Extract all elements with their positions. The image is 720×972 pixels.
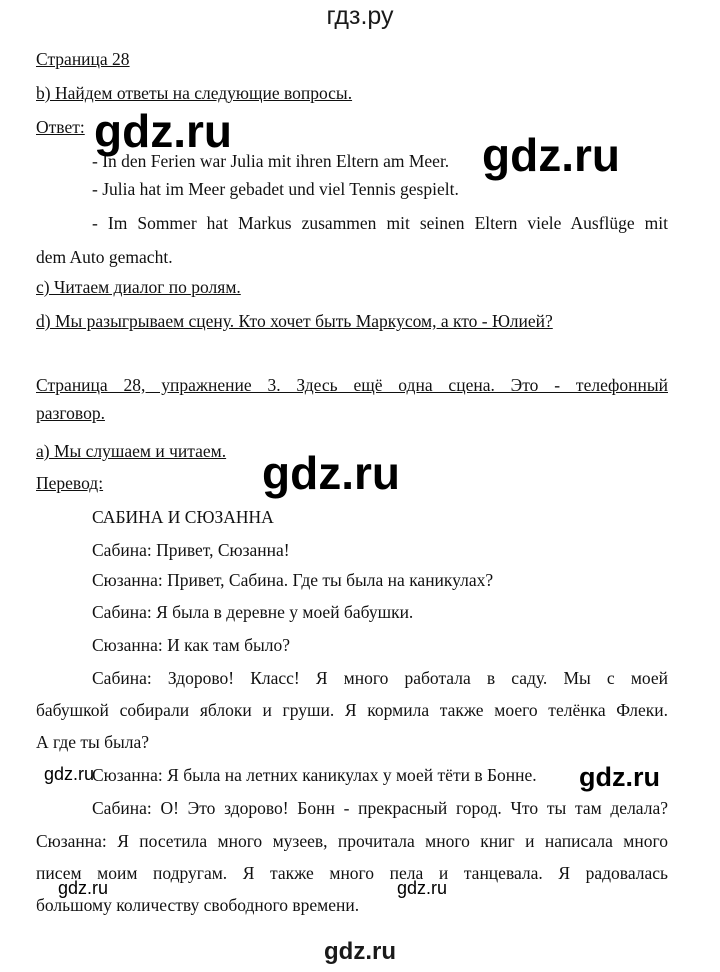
dialog-title: САБИНА И СЮЗАННА xyxy=(92,507,274,527)
task-d: d) Мы разыгрываем сцену. Кто хочет быть Маркусом, а кто - Юлией? xyxy=(36,311,553,331)
dialog-line: А где ты была? xyxy=(36,732,150,752)
page-heading: Страница 28 xyxy=(36,49,130,69)
answer-label: Ответ: xyxy=(36,117,85,137)
dialog-line: Сюзанна: Я была на летних каникулах у моей тёти в Бонне. xyxy=(92,765,537,785)
site-footer: gdz.ru xyxy=(324,938,396,965)
task-a: a) Мы слушаем и читаем. xyxy=(36,441,227,461)
watermark: gdz.ru xyxy=(579,762,660,792)
dialog-line: Сабина: Здорово! Класс! Я много работала в саду. Мы с моей xyxy=(92,668,668,688)
watermark: gdz.ru xyxy=(44,764,95,784)
answer-line: dem Auto gemacht. xyxy=(36,247,173,267)
watermark: gdz.ru xyxy=(482,129,620,181)
dialog-line: Сабина: Привет, Сюзанна! xyxy=(92,540,290,560)
watermark: gdz.ru xyxy=(58,878,109,898)
translation-label: Перевод: xyxy=(36,473,104,493)
dialog-line: большому количеству свободного времени. xyxy=(36,895,360,915)
watermark: gdz.ru xyxy=(262,447,400,499)
dialog-line: бабушкой собирали яблоки и груши. Я кормила также моего телёнка Флеки. xyxy=(36,700,668,720)
dialog-line: Сабина: О! Это здорово! Бонн - прекрасный город. Что ты там делала? xyxy=(92,798,668,818)
dialog-line: Сюзанна: Привет, Сабина. Где ты была на каникулах? xyxy=(92,570,494,590)
exercise-heading-cont: разговор. xyxy=(36,403,105,423)
answer-line: - In den Ferien war Julia mit ihren Eltern am Meer. xyxy=(92,151,450,171)
task-c: c) Читаем диалог по ролям. xyxy=(36,277,241,297)
dialog-line: Сюзанна: Я посетила много музеев, прочитала много книг и написала много xyxy=(36,831,668,851)
task-b: b) Найдем ответы на следующие вопросы. xyxy=(36,83,353,103)
answer-line: - Im Sommer hat Markus zusammen mit seinen Eltern viele Ausflüge mit xyxy=(92,213,668,233)
exercise-heading: Страница 28, упражнение 3. Здесь ещё одна сцена. Это - телефонный xyxy=(36,375,668,395)
watermark: gdz.ru xyxy=(94,105,232,157)
site-header: гдз.ру xyxy=(326,2,394,30)
dialog-line: Сюзанна: И как там было? xyxy=(92,635,291,655)
answer-line: - Julia hat im Meer gebadet und viel Tennis gespielt. xyxy=(92,179,459,199)
dialog-line: писем моим подругам. Я также много пела и танцевала. Я радовалась xyxy=(36,863,668,883)
watermark: gdz.ru xyxy=(397,878,448,898)
dialog-line: Сабина: Я была в деревне у моей бабушки. xyxy=(92,602,414,622)
